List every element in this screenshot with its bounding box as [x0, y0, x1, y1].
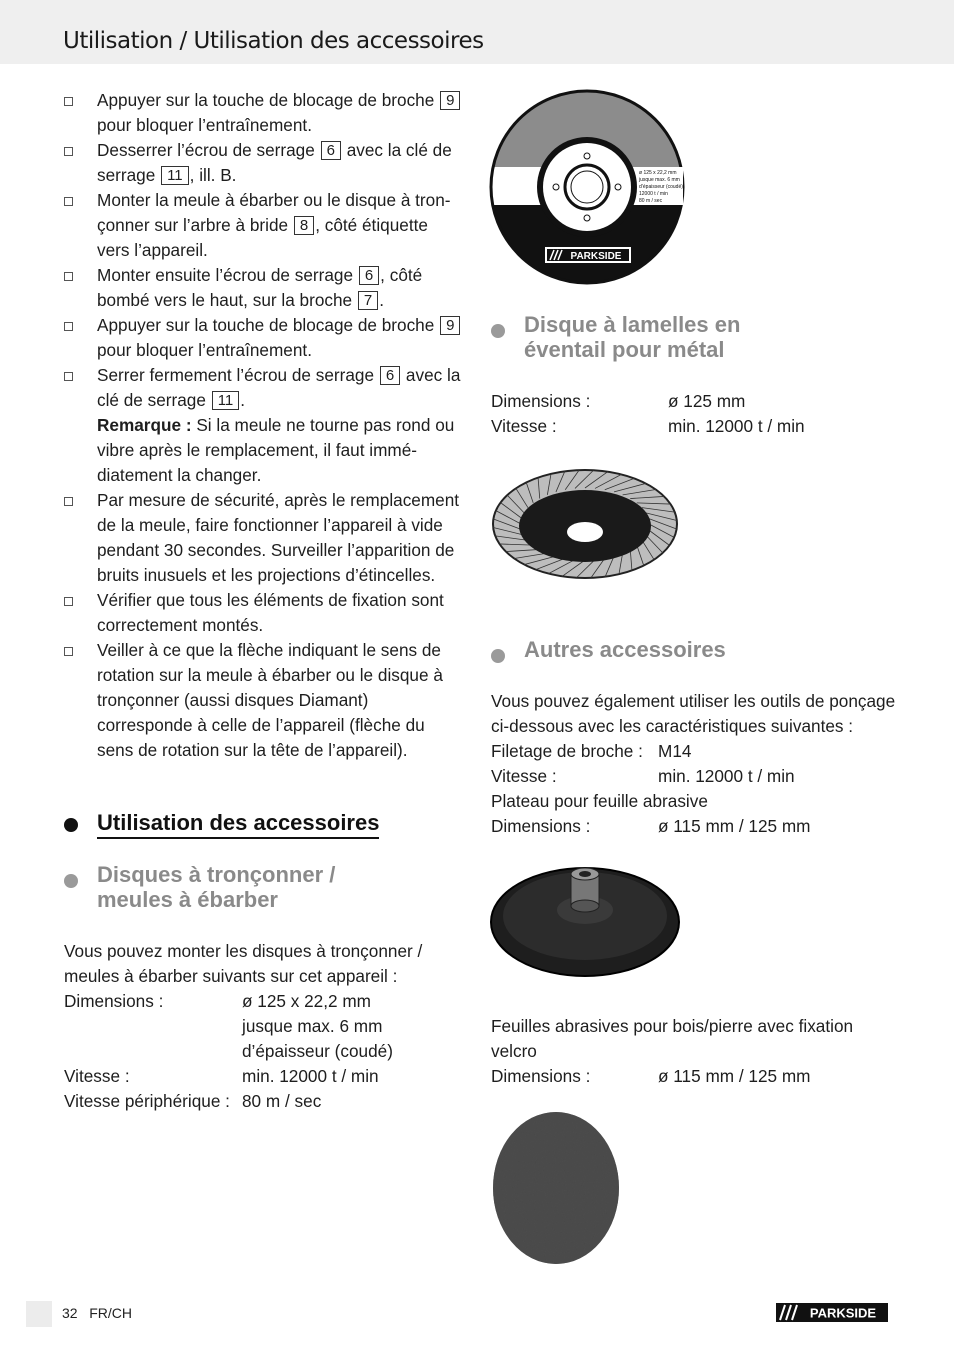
spec-row: jusque max. 6 mm [242, 1016, 383, 1036]
list-item: Veiller à ce que la flèche indiquant le sens de rotation sur la meule à ébarber ou le disque à tronçonner (aussi disques Diamant) corresponde à celle de l’appareil (flèche du sens de rotation sur la tête de l’appareil). [64, 638, 464, 763]
disc-label-line: d’épaisseur (coudé) [639, 184, 683, 190]
section-heading-flap: Disque à lamelles en éventail pour métal [491, 312, 740, 362]
checkbox-bullet-icon [64, 147, 73, 156]
list-item: Appuyer sur la touche de blocage de broche 9 pour bloquer l’entraînement. [64, 313, 464, 363]
other-specs [491, 739, 901, 839]
section-heading-discs: Disques à tronçonner / meules à ébarber [64, 862, 335, 912]
part-ref: 6 [359, 266, 379, 285]
section-heading-main: Utilisation des accessoires [64, 810, 379, 839]
disc-label-line: 12000 t / min [639, 191, 668, 197]
disc-label-line: 80 m / sec [639, 198, 663, 204]
checkbox-bullet-icon [64, 372, 73, 381]
spec-row: Dimensions : ø 125 x 22,2 mm [64, 991, 371, 1011]
discs-intro: Vous pouvez monter les disques à tronçonner / meules à ébarber suivants sur cet appareil : [64, 941, 423, 986]
list-item: Desserrer l’écrou de serrage 6 avec la clé de serrage 11 , ill. B. [64, 138, 464, 188]
plate-title: Plateau pour feuille abrasive [491, 791, 708, 811]
checkbox-bullet-icon [64, 647, 73, 656]
disc-label-line: jusque max. 6 mm [639, 177, 680, 183]
bullet-dot-icon [491, 324, 505, 338]
part-ref: 6 [380, 366, 400, 385]
part-ref: 11 [212, 391, 240, 410]
instruction-list [64, 88, 464, 763]
parkside-logo [776, 1303, 888, 1322]
part-ref: 11 [161, 166, 189, 185]
footer-text [62, 1305, 132, 1321]
part-ref: 9 [440, 91, 460, 110]
checkbox-bullet-icon [64, 272, 73, 281]
abrasive-sheet-image [490, 1108, 622, 1268]
spec-row: Filetage de broche : M14 [491, 741, 692, 761]
cutting-disc-image [489, 89, 689, 287]
part-ref: 9 [440, 316, 460, 335]
spec-row: Vitesse : min. 12000 t / min [491, 416, 805, 436]
spec-row: Dimensions : ø 125 mm [491, 391, 746, 411]
spec-row: Dimensions : ø 115 mm / 125 mm [491, 1066, 811, 1086]
page-number-box [26, 1301, 52, 1327]
list-item: Monter ensuite l’écrou de serrage 6 , côté bombé vers le haut, sur la broche 7 . [64, 263, 464, 313]
section-heading-other: Autres accessoires [491, 637, 726, 662]
part-ref: 7 [358, 291, 378, 310]
language-code: FR/CH [89, 1305, 133, 1321]
list-item: Serrer fermement l’écrou de serrage 6 avec la clé de serrage 11 . Remarque : Si la meule ne tourne pas rond ou vibre après le remplacement, il faut immé-diatement la changer. [64, 363, 464, 488]
backing-plate-image [489, 864, 685, 980]
part-ref: 6 [321, 141, 341, 160]
spec-row: Dimensions : ø 115 mm / 125 mm [491, 816, 811, 836]
checkbox-bullet-icon [64, 597, 73, 606]
part-ref: 8 [294, 216, 314, 235]
list-item: Appuyer sur la touche de blocage de broche 9 pour bloquer l’entraînement. [64, 88, 464, 138]
checkbox-bullet-icon [64, 197, 73, 206]
flap-disc-image [489, 462, 685, 580]
disc-brand-label: PARKSIDE [570, 251, 622, 262]
parkside-logo-text: PARKSIDE [809, 1305, 877, 1321]
list-item: Vérifier que tous les éléments de fixation sont correctement montés. [64, 588, 464, 638]
sheets-title: Feuilles abrasives pour bois/pierre avec fixation velcro [491, 1016, 854, 1061]
note-label: Remarque : [97, 415, 192, 435]
list-item: Par mesure de sécurité, après le remplacement de la meule, faire fonctionner l’appareil à vide pendant 30 secondes. Surveiller l’apparition de bruits inusuels et les projections d’étincelles. [64, 488, 464, 588]
checkbox-bullet-icon [64, 497, 73, 506]
spec-row: d’épaisseur (coudé) [242, 1041, 393, 1061]
spec-row: Vitesse : min. 12000 t / min [64, 1066, 379, 1086]
discs-specs [64, 989, 464, 1114]
spec-row: Vitesse : min. 12000 t / min [491, 766, 795, 786]
spec-row: Vitesse périphérique : 80 m / sec [64, 1091, 322, 1111]
page-title: Utilisation / Utilisation des accessoires [63, 28, 484, 54]
bullet-dot-icon [64, 874, 78, 888]
sheets-block [491, 1014, 901, 1089]
left-column [64, 88, 464, 763]
flap-specs [491, 389, 901, 439]
other-intro: Vous pouvez également utiliser les outils de ponçage ci-dessous avec les caractéristiques suivantes : [491, 691, 896, 736]
disc-label-line: ø 125 x 22,2 mm [639, 170, 677, 176]
list-item: Monter la meule à ébarber ou le disque à tron-çonner sur l’arbre à bride 8 , côté étiquette vers l’appareil. [64, 188, 464, 263]
bullet-dot-icon [64, 818, 78, 832]
bullet-dot-icon [491, 649, 505, 663]
checkbox-bullet-icon [64, 97, 73, 106]
note-text: Si la meule ne tourne pas rond ou vibre après le remplacement, il faut immé-diatement la changer. [97, 415, 455, 485]
page-number: 32 [62, 1305, 78, 1321]
checkbox-bullet-icon [64, 322, 73, 331]
